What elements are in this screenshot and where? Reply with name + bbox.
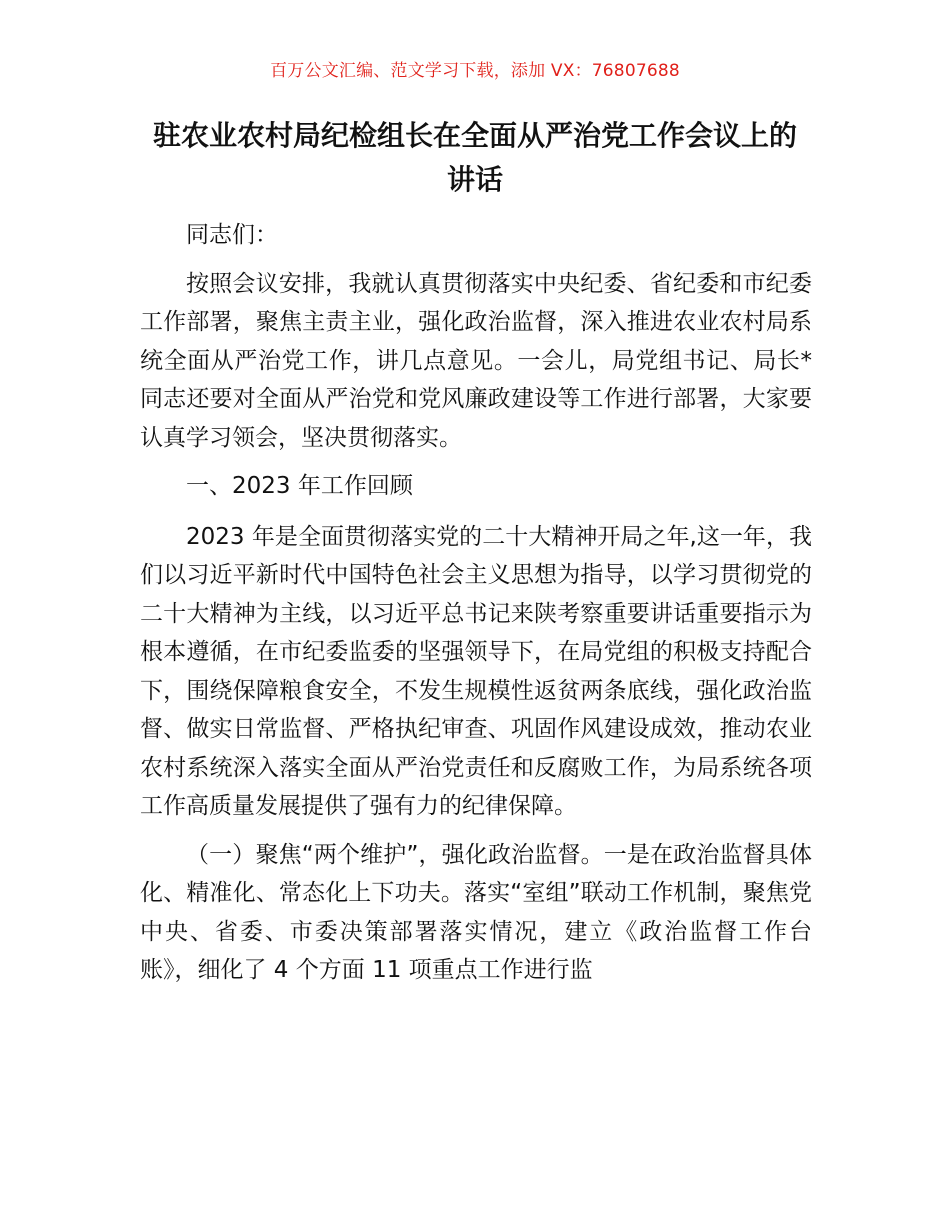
section-heading-1: 一、2023 年工作回顾 bbox=[186, 473, 413, 499]
paragraph-political-supervision: （一）聚焦“两个维护”，强化政治监督。一是在政治监督具体化、精准化、常态化上下功夫。落实“室组”联动工作机制，聚焦党中央、省委、市委决策部署落实情况，建立《政治监督工作台账》，细化了 4 个方面 11 项重点工作进行监 bbox=[140, 841, 812, 983]
paragraph-intro: 按照会议安排，我就认真贯彻落实中央纪委、省纪委和市纪委工作部署，聚焦主责主业，强化政治监督，深入推进农业农村局系统全面从严治党工作，讲几点意见。一会儿，局党组书记、局长*同志还要对全面从严治党和党风廉政建设等工作进行部署，大家要认真学习领会，坚决贯彻落实。 bbox=[140, 270, 812, 451]
salutation: 同志们： bbox=[186, 222, 278, 248]
header-watermark-note: 百万公文汇编、范文学习下载，添加 VX：76807688 bbox=[270, 61, 680, 81]
document-title: 驻农业农村局纪检组长在全面从严治党工作会议上的讲话 bbox=[152, 119, 797, 196]
document-body bbox=[140, 216, 812, 1000]
paragraph-review: 2023 年是全面贯彻落实党的二十大精神开局之年,这一年，我们以习近平新时代中国特色社会主义思想为指导，以学习贯彻党的二十大精神为主线，以习近平总书记来陕考察重要讲话重要指示为根本遵循，在市纪委监委的坚强领导下，在局党组的积极支持配合下，围绕保障粮食安全，不发生规模性返贫两条底线，强化政治监督、做实日常监督、严格执纪审查、巩固作风建设成效，推动农业农村系统深入落实全面从严治党责任和反腐败工作，为局系统各项工作高质量发展提供了强有力的纪律保障。 bbox=[140, 523, 812, 819]
